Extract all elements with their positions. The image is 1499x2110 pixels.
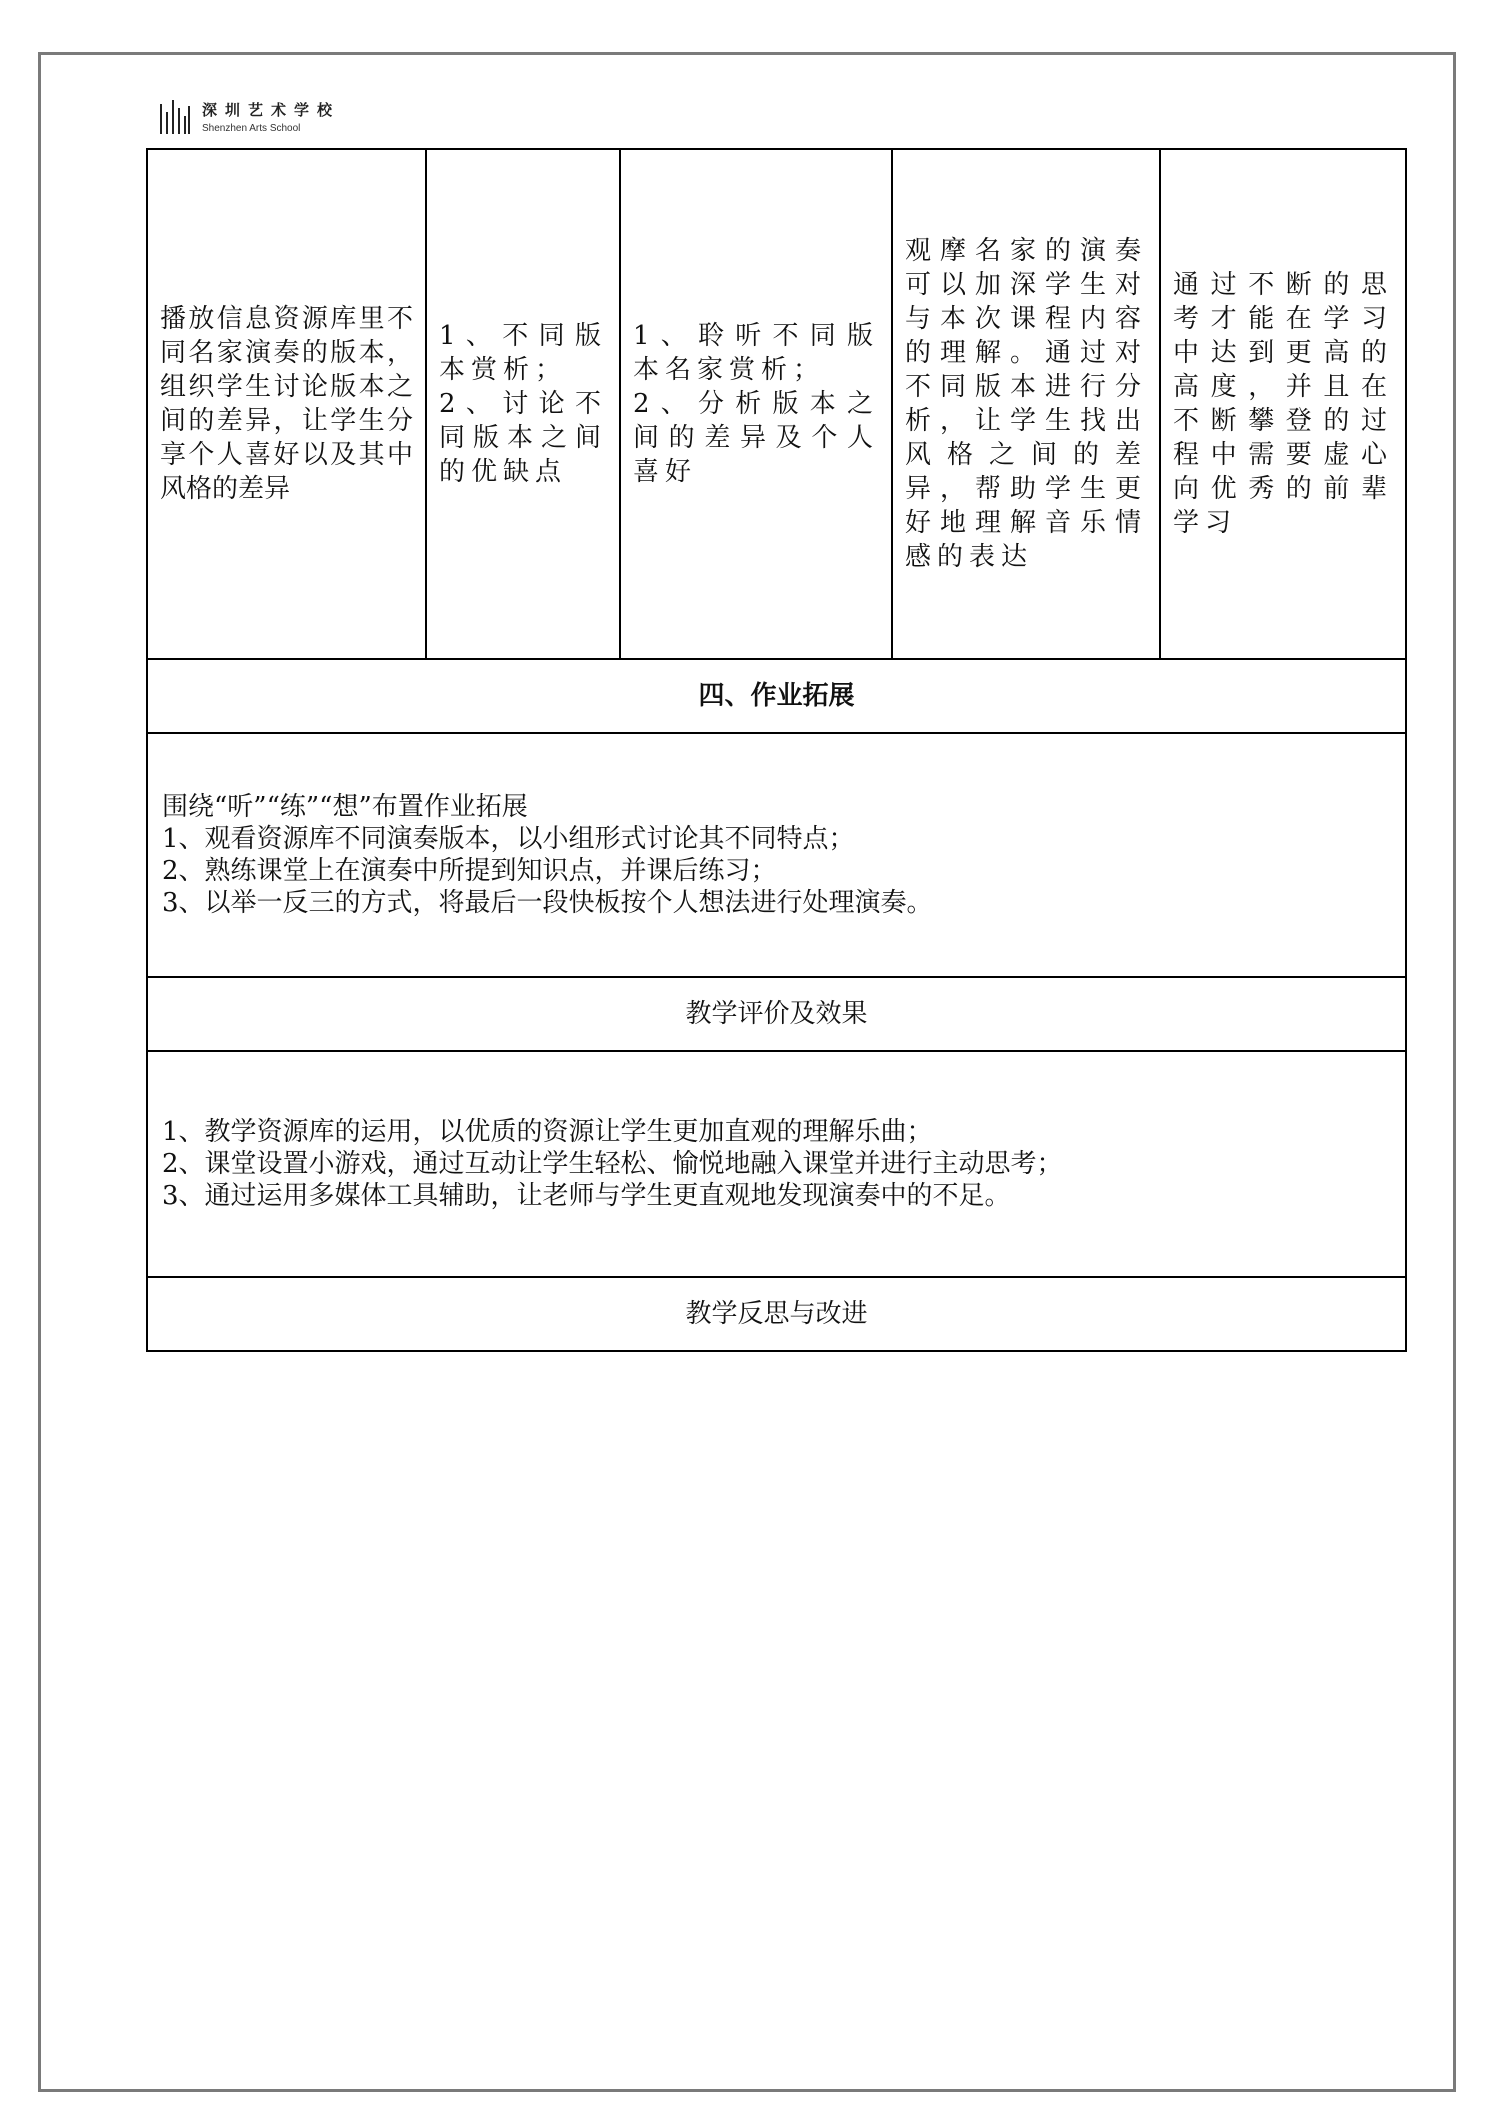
- school-name-cn: 深圳艺术学校: [202, 100, 341, 119]
- design-intent-text: 观摩名家的演奏可以加深学生对与本次课程内容的理解。通过对不同版本进行分析，让学生找出风格之间的差异，帮助学生更好地理解音乐情感的表达: [905, 236, 1147, 572]
- teacher-activity-text: 播放信息资源库里不同名家演奏的版本，组织学生讨论版本之间的差异，让学生分享个人喜好以及其中风格的差异: [160, 304, 413, 504]
- student-activity-item-2: 2、分析版本之间的差异及个人喜好: [633, 389, 879, 487]
- evaluation-title: 教学评价及效果: [147, 977, 1406, 1051]
- design-intent-cell: [892, 149, 1160, 659]
- reflection-title-row: [147, 1277, 1406, 1351]
- homework-body: [147, 733, 1406, 977]
- content-cell: [426, 149, 620, 659]
- evaluation-body: [147, 1051, 1406, 1277]
- homework-body-row: [147, 733, 1406, 977]
- lesson-plan-table: [146, 148, 1407, 1352]
- evaluation-line: 3、通过运用多媒体工具辅助，让老师与学生更直观地发现演奏中的不足。: [162, 1181, 1011, 1211]
- reflection-text: 通过不断的思考才能在学习中达到更高的高度，并且在不断攀登的过程中需要虚心向优秀的前辈学习: [1173, 270, 1393, 538]
- reflection-cell: [1160, 149, 1406, 659]
- content-item-2: 2、讨论不同版本之间的优缺点: [439, 389, 607, 487]
- school-logo-icon: [158, 98, 192, 138]
- school-logo: [158, 96, 340, 140]
- homework-line: 1、观看资源库不同演奏版本，以小组形式讨论其不同特点；: [162, 824, 855, 854]
- evaluation-title-row: [147, 977, 1406, 1051]
- homework-line: 2、熟练课堂上在演奏中所提到知识点，并课后练习；: [162, 856, 777, 886]
- homework-title: 四、作业拓展: [147, 659, 1406, 733]
- content-item-1: 1、不同版本赏析；: [439, 321, 607, 385]
- homework-line: 围绕“听”“练”“想”布置作业拓展: [162, 792, 528, 822]
- reflection-section-title: 教学反思与改进: [147, 1277, 1406, 1351]
- student-activity-item-1: 1、聆听不同版本名家赏析；: [633, 321, 879, 385]
- evaluation-line: 1、教学资源库的运用，以优质的资源让学生更加直观的理解乐曲；: [162, 1117, 933, 1147]
- student-activity-cell: [620, 149, 892, 659]
- evaluation-line: 2、课堂设置小游戏，通过互动让学生轻松、愉悦地融入课堂并进行主动思考；: [162, 1149, 1063, 1179]
- teacher-activity-cell: [147, 149, 426, 659]
- homework-title-row: [147, 659, 1406, 733]
- homework-line: 3、以举一反三的方式，将最后一段快板按个人想法进行处理演奏。: [162, 888, 933, 918]
- evaluation-body-row: [147, 1051, 1406, 1277]
- school-name-en: Shenzhen Arts School: [202, 122, 301, 134]
- activity-row: [147, 149, 1406, 659]
